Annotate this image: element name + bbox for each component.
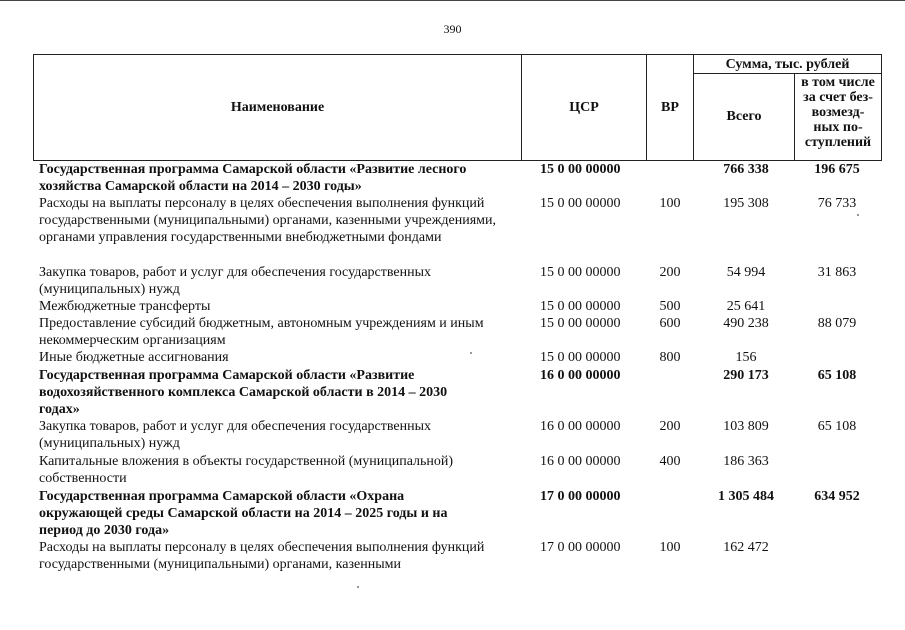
row-gratuitous: 634 952 bbox=[814, 489, 860, 504]
header-csr-label: ЦСР bbox=[569, 100, 599, 115]
row-name: Государственная программа Самарской области «Развитие водохозяйственного комплекса Самарской области в 2014 – 2030 годах» bbox=[39, 368, 448, 417]
row-total: 195 308 bbox=[723, 196, 769, 211]
row-csr: 15 0 00 00000 bbox=[540, 196, 621, 211]
row-total: 490 238 bbox=[723, 316, 769, 331]
page-top-rule bbox=[0, 0, 905, 1]
scan-speck bbox=[357, 586, 359, 588]
row-total: 54 994 bbox=[726, 265, 766, 280]
row-name: Иные бюджетные ассигнования bbox=[39, 350, 229, 365]
row-total: 156 bbox=[735, 350, 757, 365]
row-csr: 17 0 00 00000 bbox=[540, 540, 621, 555]
row-vr: 100 bbox=[659, 196, 681, 211]
row-total: 186 363 bbox=[723, 454, 769, 469]
scan-speck bbox=[857, 214, 859, 216]
row-gratuitous: 88 079 bbox=[817, 316, 857, 331]
row-name: Капитальные вложения в объекты государственной (муниципальной) собственности bbox=[39, 454, 454, 486]
row-vr: 200 bbox=[659, 265, 681, 280]
row-name: Государственная программа Самарской области «Охрана окружающей среды Самарской области на 2014 – 2025 годы и на период до 2030 года» bbox=[39, 489, 448, 538]
header-sum-group-label: Сумма, тыс. рублей bbox=[725, 57, 850, 72]
row-csr: 16 0 00 00000 bbox=[540, 454, 621, 469]
row-vr: 100 bbox=[659, 540, 681, 555]
row-name: Государственная программа Самарской области «Развитие лесного хозяйства Самарской области на 2014 – 2030 годы» bbox=[39, 162, 467, 194]
row-vr: 200 bbox=[659, 419, 681, 434]
row-csr: 16 0 00 00000 bbox=[540, 419, 621, 434]
page-number: 390 bbox=[443, 22, 462, 36]
header-vr-label: ВР bbox=[661, 100, 679, 115]
row-csr: 15 0 00 00000 bbox=[540, 350, 621, 365]
row-vr: 800 bbox=[659, 350, 681, 365]
row-name: Закупка товаров, работ и услуг для обеспечения государственных (муниципальных) нужд bbox=[39, 419, 432, 451]
row-total: 1 305 484 bbox=[718, 489, 774, 504]
row-total: 766 338 bbox=[723, 162, 769, 177]
row-total: 162 472 bbox=[723, 540, 769, 555]
row-vr: 400 bbox=[659, 454, 681, 469]
row-vr: 600 bbox=[659, 316, 681, 331]
row-total: 290 173 bbox=[723, 368, 769, 383]
row-name: Предоставление субсидий бюджетным, автономным учреждениям и иным некоммерческим организациям bbox=[39, 316, 484, 348]
row-total: 103 809 bbox=[723, 419, 769, 434]
row-csr: 15 0 00 00000 bbox=[540, 265, 621, 280]
row-csr: 15 0 00 00000 bbox=[540, 162, 621, 177]
row-name: Расходы на выплаты персоналу в целях обеспечения выполнения функций государственными (муниципальными) органами, казенными учреждениями, органами управления государственными внебюджетными фондами bbox=[39, 196, 496, 245]
row-gratuitous: 65 108 bbox=[817, 419, 857, 434]
scan-speck bbox=[470, 352, 472, 354]
row-gratuitous: 196 675 bbox=[814, 162, 860, 177]
row-total: 25 641 bbox=[726, 299, 766, 314]
row-name: Расходы на выплаты персоналу в целях обеспечения выполнения функций государственными (муниципальными) органами, казенными bbox=[39, 540, 485, 572]
row-gratuitous: 76 733 bbox=[817, 196, 857, 211]
header-total-label: Всего bbox=[726, 109, 762, 124]
row-csr: 16 0 00 00000 bbox=[540, 368, 621, 383]
row-vr: 500 bbox=[659, 299, 681, 314]
row-name: Закупка товаров, работ и услуг для обеспечения государственных (муниципальных) нужд bbox=[39, 265, 432, 297]
row-csr: 17 0 00 00000 bbox=[540, 489, 621, 504]
header-name-label: Наименование bbox=[230, 100, 325, 115]
header-gratuitous-label: в том числе за счет без-возмезд-ных по-ступлений bbox=[801, 75, 875, 150]
row-gratuitous: 65 108 bbox=[817, 368, 857, 383]
row-gratuitous: 31 863 bbox=[817, 265, 857, 280]
row-name: Межбюджетные трансферты bbox=[39, 299, 211, 314]
row-csr: 15 0 00 00000 bbox=[540, 299, 621, 314]
row-csr: 15 0 00 00000 bbox=[540, 316, 621, 331]
